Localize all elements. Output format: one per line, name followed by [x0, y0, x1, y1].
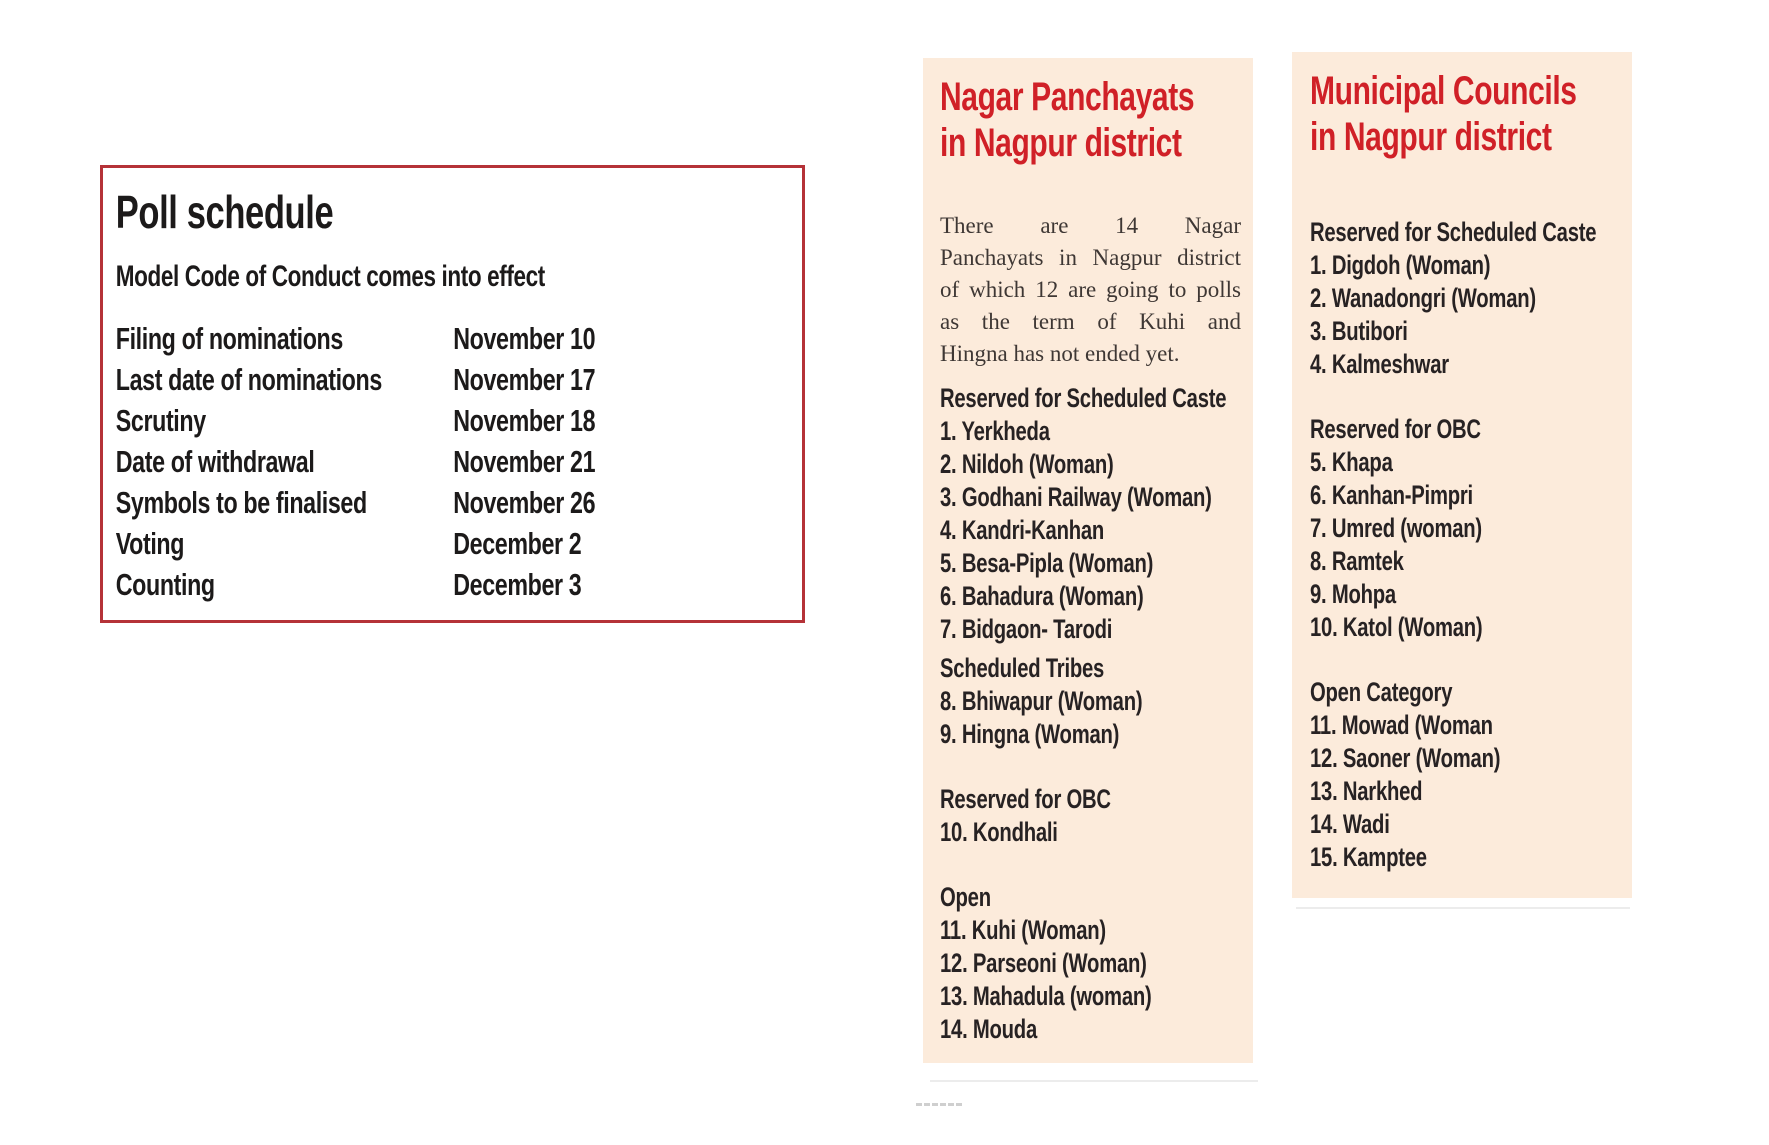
section-heading: Scheduled Tribes: [940, 653, 1105, 683]
nagar-panchayats-title: [940, 74, 1241, 166]
poll-row: [116, 564, 815, 605]
list-item: 12. Saoner (Woman): [1310, 743, 1501, 773]
list-item: 2. Nildoh (Woman): [940, 449, 1114, 479]
list-item: 14. Wadi: [1310, 809, 1390, 839]
poll-schedule-content: [103, 168, 815, 605]
list-item: 8. Ramtek: [1310, 546, 1404, 576]
list-item: 7. Bidgaon- Tarodi: [940, 614, 1113, 644]
list-item: 10. Kondhali: [940, 817, 1058, 847]
list-item: 13. Narkhed: [1310, 776, 1423, 806]
list-item: 3. Butibori: [1310, 316, 1408, 346]
section-heading: Reserved for OBC: [940, 784, 1111, 814]
municipal-councils-content: [1292, 52, 1632, 874]
list-item: 12. Parseoni (Woman): [940, 948, 1147, 978]
list-item: 5. Besa-Pipla (Woman): [940, 548, 1154, 578]
poll-schedule-title: Poll schedule: [115, 186, 334, 238]
poll-row: [116, 359, 815, 400]
section-heading: Reserved for Scheduled Caste: [940, 383, 1227, 413]
poll-row: [116, 523, 815, 564]
intro-line: Hingna has not ended yet.: [940, 341, 1180, 366]
intro-line: Panchayats in Nagpur district: [940, 245, 1241, 270]
list-item: 3. Godhani Railway (Woman): [940, 482, 1212, 512]
poll-row-label: Filing of nominations: [115, 321, 343, 356]
panel-shadow-line: [1296, 907, 1630, 909]
intro-line: of which 12 are going to polls: [940, 277, 1241, 302]
panel-shadow-line: [930, 1080, 1258, 1082]
list-item: 10. Katol (Woman): [1310, 612, 1483, 642]
panel-title-line: Nagar Panchayats: [940, 75, 1195, 119]
poll-row-label: Scrutiny: [115, 403, 206, 438]
list-item: 15. Kamptee: [1310, 842, 1427, 872]
list-item: 1. Digdoh (Woman): [1310, 250, 1491, 280]
print-artifact-dashes: [916, 1103, 962, 1106]
list-item: 8. Bhiwapur (Woman): [940, 686, 1143, 716]
poll-row-date: November 17: [453, 362, 596, 397]
list-item: 1. Yerkheda: [940, 416, 1050, 446]
list-item: 11. Mowad (Woman: [1310, 710, 1493, 740]
municipal-councils-title: [1310, 68, 1620, 160]
poll-schedule-box: [100, 165, 805, 623]
poll-row: [116, 318, 815, 359]
poll-row: [116, 482, 815, 523]
intro-paragraph: [940, 210, 1241, 370]
intro-line: as the term of Kuhi and: [940, 309, 1241, 334]
poll-row-date: November 21: [453, 444, 596, 479]
panel-title-line: in Nagpur district: [940, 121, 1182, 165]
list-item: 11. Kuhi (Woman): [940, 915, 1106, 945]
poll-row-date: November 10: [453, 321, 596, 356]
poll-row: [116, 441, 815, 482]
nagar-panchayats-list: [940, 382, 1241, 1046]
list-item: 4. Kalmeshwar: [1310, 349, 1449, 379]
poll-row-label: Voting: [115, 526, 185, 561]
list-item: 14. Mouda: [940, 1014, 1037, 1044]
nagar-panchayats-panel: [923, 58, 1253, 1063]
section-heading: Reserved for OBC: [1310, 414, 1481, 444]
poll-row-label: Date of withdrawal: [115, 444, 315, 479]
list-item: 9. Mohpa: [1310, 579, 1396, 609]
poll-row-date: November 18: [453, 403, 596, 438]
poll-row: [116, 400, 815, 441]
list-item: 5. Khapa: [1310, 447, 1393, 477]
poll-row-date: December 2: [453, 526, 582, 561]
panel-title-line: Municipal Councils: [1310, 69, 1577, 113]
section-heading: Open: [940, 882, 991, 912]
poll-schedule-subtitle: Model Code of Conduct comes into effect: [115, 260, 545, 293]
list-item: 4. Kandri-Kanhan: [940, 515, 1105, 545]
section-heading: Reserved for Scheduled Caste: [1310, 217, 1597, 247]
nagar-panchayats-content: [923, 58, 1253, 1046]
poll-row-date: December 3: [453, 567, 582, 602]
poll-schedule-rows: [116, 318, 815, 605]
municipal-councils-list: [1310, 216, 1620, 874]
list-item: 7. Umred (woman): [1310, 513, 1482, 543]
poll-row-label: Last date of nominations: [115, 362, 382, 397]
panel-title-line: in Nagpur district: [1310, 115, 1552, 159]
list-item: 13. Mahadula (woman): [940, 981, 1152, 1011]
section-heading: Open Category: [1310, 677, 1453, 707]
poll-row-date: November 26: [453, 485, 596, 520]
list-item: 6. Kanhan-Pimpri: [1310, 480, 1473, 510]
list-item: 2. Wanadongri (Woman): [1310, 283, 1536, 313]
list-item: 9. Hingna (Woman): [940, 719, 1120, 749]
poll-row-label: Symbols to be finalised: [115, 485, 367, 520]
municipal-councils-panel: [1292, 52, 1632, 898]
poll-row-label: Counting: [115, 567, 215, 602]
intro-line: There are 14 Nagar: [940, 213, 1241, 238]
list-item: 6. Bahadura (Woman): [940, 581, 1144, 611]
